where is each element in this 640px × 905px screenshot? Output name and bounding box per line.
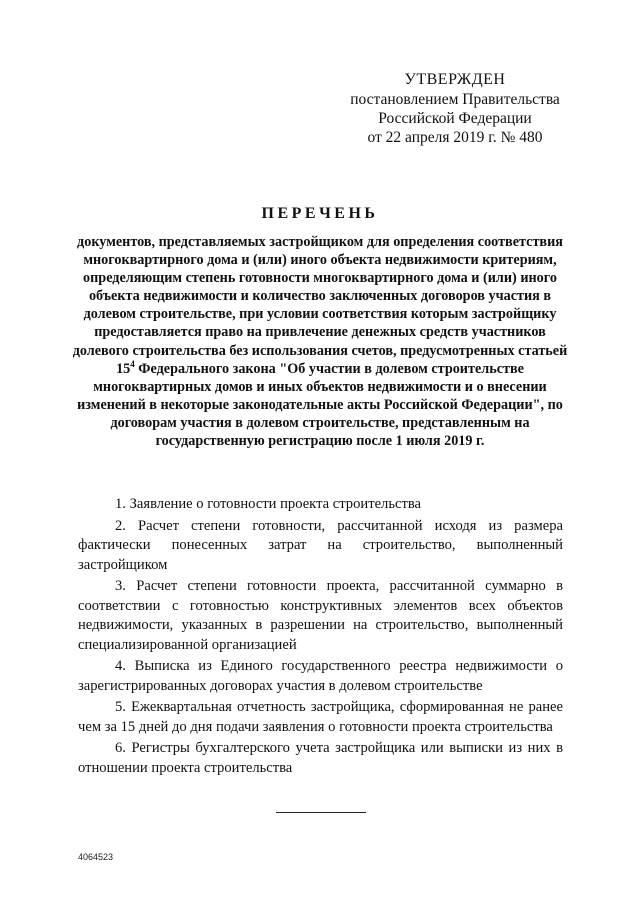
list-item-3: 3. Расчет степени готовности проекта, рассчитанной суммарно в соответствии с готовностью конструктивных элементов всех объектов недвижимости, указанных в разрешении на строительство, выполненный специализированной организацией — [78, 578, 563, 653]
approval-block — [330, 70, 580, 147]
subtitle-main-text: документов, представляемых застройщиком для определения соответствия многоквартирного дома и (или) иного объекта недвижимости критериям, определяющим степень готовности многоквартирного дома и (или) иного объекта недвижимости и количество заключенных договоров участия в долевом строительстве, при условии соответствия которым застройщику предоставляется право на привлечение денежных средств участников долевого строительства без использования счетов, предусмотренных статьей 15 — [72, 234, 568, 377]
approval-line-3: от 22 апреля 2019 г. № 480 — [367, 129, 543, 146]
subtitle-superscript: 4 — [130, 358, 135, 369]
list-item-2: 2. Расчет степени готовности, рассчитанной исходя из размера фактически понесенных затрат на строительство, выполненный застройщиком — [78, 517, 563, 573]
approval-line-1: постановлением Правительства — [350, 91, 560, 108]
list-item-4: 4. Выписка из Единого государственного реестра недвижимости о зарегистрированных договорах участия в долевом строительстве — [78, 658, 563, 694]
list-item-5: 5. Ежеквартальная отчетность застройщика, сформированная не ранее чем за 15 дней до дня подачи заявления о готовности проекта строительства — [78, 699, 563, 735]
approved-heading: УТВЕРЖДЕН — [404, 71, 506, 88]
approval-line-2: Российской Федерации — [378, 110, 532, 127]
document-title: ПЕРЕЧЕНЬ — [261, 205, 379, 222]
list-item-6: 6. Регистры бухгалтерского учета застройщика или выписки из них в отношении проекта строительства — [78, 740, 563, 776]
end-divider — [276, 812, 366, 813]
document-subtitle — [70, 233, 570, 450]
subtitle-tail-text: Федерального закона "Об участии в долевом строительстве многоквартирных домов и иных объектов недвижимости и о внесении изменений в некоторые законодательные акты Российской Федерации", по договорам участия в долевом строительстве, представленным на государственную регистрацию после 1 июля 2019 г. — [77, 360, 563, 450]
list-item-1: 1. Заявление о готовности проекта строительства — [115, 496, 422, 512]
footer-document-code: 4064523 — [78, 852, 114, 862]
document-list — [78, 495, 563, 780]
